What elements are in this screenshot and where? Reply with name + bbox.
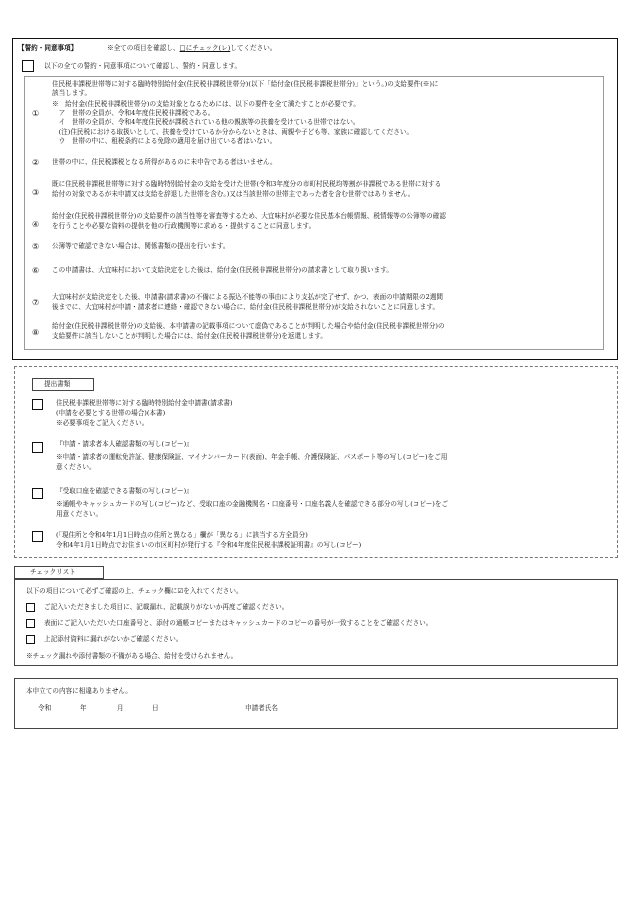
item-number: ⑦	[32, 298, 40, 307]
checklist-checkbox-account[interactable]	[26, 619, 35, 628]
pledge-item-text: 後までに、大宜味村が申請・請求者に連絡・確認できない場合に、給付金(住民税非課税世帯分)が支給されないことに同意します。	[52, 303, 440, 311]
document-checkbox-bank-copy[interactable]	[32, 488, 43, 499]
pledge-item-text: 公簿等で確認できない場合は、関係書類の提出を行います。	[52, 242, 230, 250]
pledge-agree-text: 以下の全ての誓約・同意事項について確認し、誓約・同意します。	[44, 62, 242, 70]
checklist-intro: 以下の項目について必ずご確認の上、チェック欄に☑を入れてください。	[26, 587, 243, 595]
document-checkbox-id-copy[interactable]	[32, 442, 43, 453]
checklist-checkbox-attachments[interactable]	[26, 635, 35, 644]
document-item-text: 『受取口座を確認できる書類の写し(コピー)』	[56, 487, 193, 495]
pledge-item-text: 大宜味村が支給決定をした後、申請書(請求書)の不備による振込不能等の事由により支払が完了せず、かつ、表面の申請期限の2週間	[52, 293, 443, 301]
document-checkbox-tax-certificate[interactable]	[32, 531, 43, 542]
date-day-label: 日	[152, 704, 159, 712]
item-number: ①	[32, 109, 40, 118]
pledge-item-text: 給付金(住民税非課税世帯分)の支給後、本申請書の記載事項について虚偽であることが判明した場合や給付金(住民税非課税世帯分)の	[52, 322, 445, 330]
pledge-item-text: 給付金(住民税非課税世帯分)の支給要件の該当性等を審査等するため、大宜味村が必要な住民基本台帳情報、税情報等の公簿等の確認	[52, 212, 446, 220]
declaration-text: 本申立ての内容に相違ありません。	[26, 687, 132, 695]
checklist-note: ※チェック漏れや添付書類の不備がある場合、給付を受けられません。	[26, 652, 238, 660]
item-number: ④	[32, 220, 40, 229]
signer-name-label: 申請者氏名	[245, 704, 278, 712]
pledge-item-text: 該当します。	[52, 89, 92, 97]
documents-section	[14, 366, 618, 558]
item-number: ⑥	[32, 266, 40, 275]
pledge-item-text: イ 世帯の全員が、令和4年度住民税が課税されている他の親族等の扶養を受けている世帯ではない。	[52, 118, 360, 126]
document-item-text: ※申請・請求者の運転免許証、健康保険証、マイナンバーカード(表面)、年金手帳、介護保険証、パスポート等の写し(コピー)をご用	[56, 453, 448, 461]
document-item-text: 『申請・請求者本人確認書類の写し(コピー)』	[56, 440, 193, 448]
declaration-section	[14, 678, 618, 729]
checklist-checkbox-entries[interactable]	[26, 603, 35, 612]
pledge-item-text: ウ 世帯の中に、租税条約による免除の適用を届け出ている者はいない。	[52, 137, 277, 145]
checklist-item-text: 表面にご記入いただいた口座番号と、添付の通帳コピーまたはキャッシュカードのコピーの番号が一致することをご確認ください。	[44, 619, 433, 627]
document-item-text: (申請を必要とする世帯の場合)(本書)	[56, 409, 166, 417]
pledge-item-text: 支給要件に該当しないことが判明した場合には、給付金(住民税非課税世帯分)を返還します。	[52, 332, 327, 340]
pledge-item-text: を行うことや必要な資料の提供を他の行政機関等に求める・提供することに同意します。	[52, 222, 316, 230]
document-item-text: 令和4年1月1日時点でお住まいの市区町村が発行する『令和4年度住民税非課税証明書』の写し(コピー)	[56, 541, 362, 549]
pledge-item-text: 住民税非課税世帯等に対する臨時特別給付金(住民税非課税世帯分)(以下「給付金(住民税非課税世帯分)」という。)の支給要件(※)に	[52, 80, 439, 88]
pledge-agree-checkbox[interactable]	[22, 60, 34, 72]
checklist-item-text: 上記添付資料に漏れがないかご確認ください。	[44, 635, 183, 643]
checklist-item-text: ご記入いただきました項目に、記載漏れ、記載誤りがないか再度ご確認ください。	[44, 603, 289, 611]
documents-title: 提出書類	[44, 380, 71, 388]
document-item-text: 意ください。	[56, 463, 96, 471]
pledge-title: 【誓約・同意事項】	[18, 44, 78, 52]
document-item-text: ※必要事項をご記入ください。	[56, 419, 149, 427]
checklist-title: チェックリスト	[30, 568, 76, 576]
pledge-item-text: 給付の対象であるが未申請又は支給を辞退した世帯を含む。)又は当該世帯の世帯主であった者を含む世帯ではありません。	[52, 190, 415, 198]
document-checkbox-application[interactable]	[32, 399, 43, 410]
document-item-text: 用意ください。	[56, 510, 103, 518]
document-item-text: (「現住所と令和4年1月1日時点の住所と異なる」欄が「異なる」に該当する方全員分)	[56, 531, 308, 539]
date-era-label: 令和	[38, 704, 52, 712]
date-month-label: 月	[117, 704, 124, 712]
item-number: ⑧	[32, 328, 40, 337]
pledge-instruction: ※全ての項目を確認し、□にチェック(レ)してください。	[107, 44, 277, 52]
pledge-item-text: 世帯の中に、住民税課税となる所得があるのに未申告である者はいません。	[52, 158, 277, 166]
item-number: ③	[32, 188, 40, 197]
pledge-item-text: 既に住民税非課税世帯等に対する臨時特別給付金の支給を受けた世帯(令和3年度分の市町村民税均等割が非課税である世帯に対する	[52, 180, 442, 188]
pledge-item-text: (注)住民税における取扱いとして、扶養を受けているか分からないときは、両親や子ども等、家族に確認してください。	[52, 128, 414, 136]
document-item-text: 住民税非課税世帯等に対する臨時特別給付金申請書(請求書)	[56, 399, 233, 407]
pledge-item-text: ア 世帯の全員が、令和4年度住民税非課税である。	[52, 109, 215, 117]
document-item-text: ※通帳やキャッシュカードの写し(コピー)など、受取口座の金融機関名・口座番号・口座名義人を確認できる部分の写し(コピー)をご	[56, 500, 449, 508]
date-year-label: 年	[80, 704, 87, 712]
pledge-item-text: この申請書は、大宜味村において支給決定をした後は、給付金(住民税非課税世帯分)の請求書として取り扱います。	[52, 266, 393, 274]
pledge-item-text: ※ 給付金(住民税非課税世帯分)の支給対象となるためには、以下の要件を全て満たすことが必要です。	[52, 100, 360, 108]
item-number: ②	[32, 158, 40, 167]
item-number: ⑤	[32, 242, 40, 251]
checkbox-symbol: □	[179, 44, 186, 52]
